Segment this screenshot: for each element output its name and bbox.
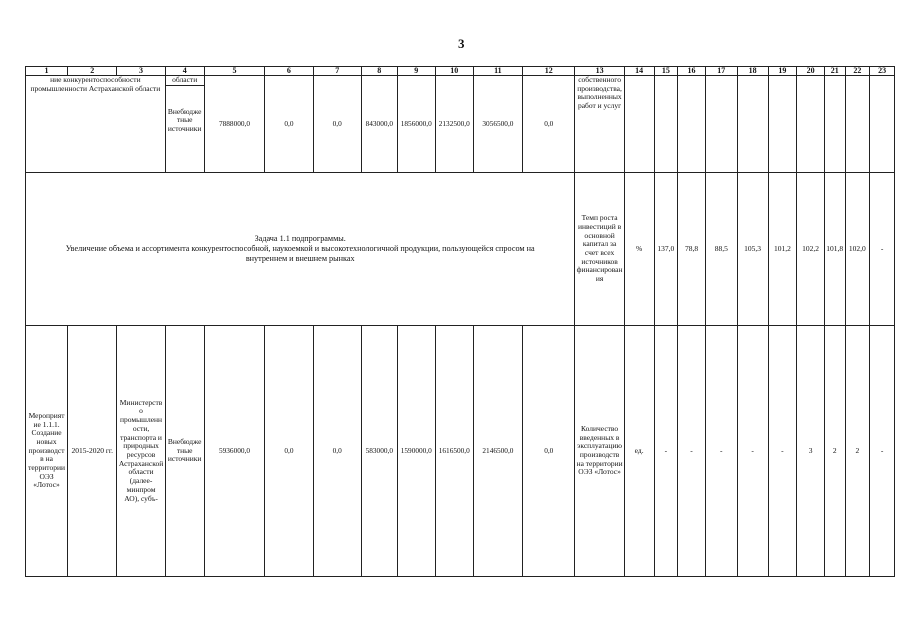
amount-2020: 3056500,0	[473, 76, 522, 173]
value-2021: 2	[845, 326, 870, 577]
col-num: 9	[397, 67, 435, 76]
col-num: 10	[435, 67, 473, 76]
col-num: 19	[768, 67, 797, 76]
col-num: 8	[361, 67, 397, 76]
task-description	[26, 173, 575, 326]
amount-2015: 0,0	[265, 326, 313, 577]
empty-cell	[678, 76, 706, 173]
empty-cell	[870, 76, 895, 173]
empty-cell	[845, 76, 870, 173]
task-row	[26, 173, 895, 326]
program-name-cell: ние конкурентоспособности промышленности Астраханской области	[26, 76, 166, 173]
amount-2016: 0,0	[313, 326, 361, 577]
column-number-row	[26, 67, 895, 76]
indicator-name: Темп роста инвестиций в основной капитал за счет всех источников финансирования	[575, 173, 624, 326]
amount-2017: 583000,0	[361, 326, 397, 577]
col-num: 15	[654, 67, 678, 76]
indicator-name: собственного производства, выполненных работ и услуг	[575, 76, 624, 173]
value-2020: 2	[824, 326, 845, 577]
amount-2019: 2132500,0	[435, 76, 473, 173]
col-num: 20	[797, 67, 825, 76]
col-num: 2	[68, 67, 117, 76]
col-num: 12	[523, 67, 575, 76]
amount-total: 7888000,0	[204, 76, 265, 173]
col-num: 18	[737, 67, 768, 76]
value-2018: -	[768, 326, 797, 577]
funding-source-text: Внебюджетные источники	[167, 106, 202, 133]
col-num: 21	[824, 67, 845, 76]
amount-2018: 1856000,0	[397, 76, 435, 173]
amount-2017: 843000,0	[361, 76, 397, 173]
responsible-executor: Министерство промышленности, транспорта и природных ресурсов Астраханской области (далее-минпром АО), субъ-	[117, 326, 165, 577]
value-2017: -	[737, 326, 768, 577]
value-2015: -	[678, 326, 706, 577]
value-2015: 78,8	[678, 173, 706, 326]
measure-name: Мероприятие 1.1.1. Создание новых производств на территории ОЭЗ «Лотос»	[26, 326, 68, 577]
col-num: 7	[313, 67, 361, 76]
col-num: 16	[678, 67, 706, 76]
amount-2018: 1590000,0	[397, 326, 435, 577]
page-number: 3	[458, 36, 465, 51]
unit-cell: %	[624, 173, 654, 326]
col-num: 5	[204, 67, 265, 76]
value-extra: -	[870, 173, 895, 326]
amount-other: 0,0	[523, 326, 575, 577]
value-2014: 137,0	[654, 173, 678, 326]
empty-cell	[654, 76, 678, 173]
measure-row	[26, 326, 895, 577]
value-2016: 88,5	[705, 173, 737, 326]
amount-other: 0,0	[523, 76, 575, 173]
amount-total: 5936000,0	[204, 326, 265, 577]
col-num: 14	[624, 67, 654, 76]
program-table	[25, 66, 895, 577]
value-2017: 105,3	[737, 173, 768, 326]
empty-cell	[624, 76, 654, 173]
col-num: 6	[265, 67, 313, 76]
amount-2015: 0,0	[265, 76, 313, 173]
value-2016: -	[705, 326, 737, 577]
col-num: 11	[473, 67, 522, 76]
task-text: Увеличение объема и ассортимента конкурентоспособной, наукоемкой и высокотехнологичной продукции, пользующейся спросом на внутреннем и внешнем рынках	[65, 244, 535, 263]
amount-2019: 1616500,0	[435, 326, 473, 577]
empty-cell	[737, 76, 768, 173]
value-2021: 102,0	[845, 173, 870, 326]
amount-2020: 2146500,0	[473, 326, 522, 577]
value-2014: -	[654, 326, 678, 577]
col-num: 22	[845, 67, 870, 76]
empty-cell	[768, 76, 797, 173]
empty-cell	[797, 76, 825, 173]
value-2018: 101,2	[768, 173, 797, 326]
funding-source-cell	[165, 76, 204, 173]
col-num: 17	[705, 67, 737, 76]
col-num: 3	[117, 67, 165, 76]
funding-source-cell: Внебюджетные источники	[165, 326, 204, 577]
empty-cell	[824, 76, 845, 173]
col-num: 13	[575, 67, 624, 76]
col-num: 23	[870, 67, 895, 76]
col-num: 1	[26, 67, 68, 76]
col-num: 4	[165, 67, 204, 76]
table-row	[26, 76, 895, 173]
value-2020: 101,8	[824, 173, 845, 326]
task-title: Задача 1.1 подпрограммы.	[254, 234, 346, 243]
funding-source-top: области	[166, 76, 204, 86]
measure-period: 2015-2020 гг.	[68, 326, 117, 577]
unit-cell: ед.	[624, 326, 654, 577]
empty-cell	[705, 76, 737, 173]
indicator-name: Количество введенных в эксплуатацию производств на территории ОЭЗ «Лотос»	[575, 326, 624, 577]
amount-2016: 0,0	[313, 76, 361, 173]
value-2019: 102,2	[797, 173, 825, 326]
value-2019: 3	[797, 326, 825, 577]
value-extra: -	[870, 326, 895, 577]
